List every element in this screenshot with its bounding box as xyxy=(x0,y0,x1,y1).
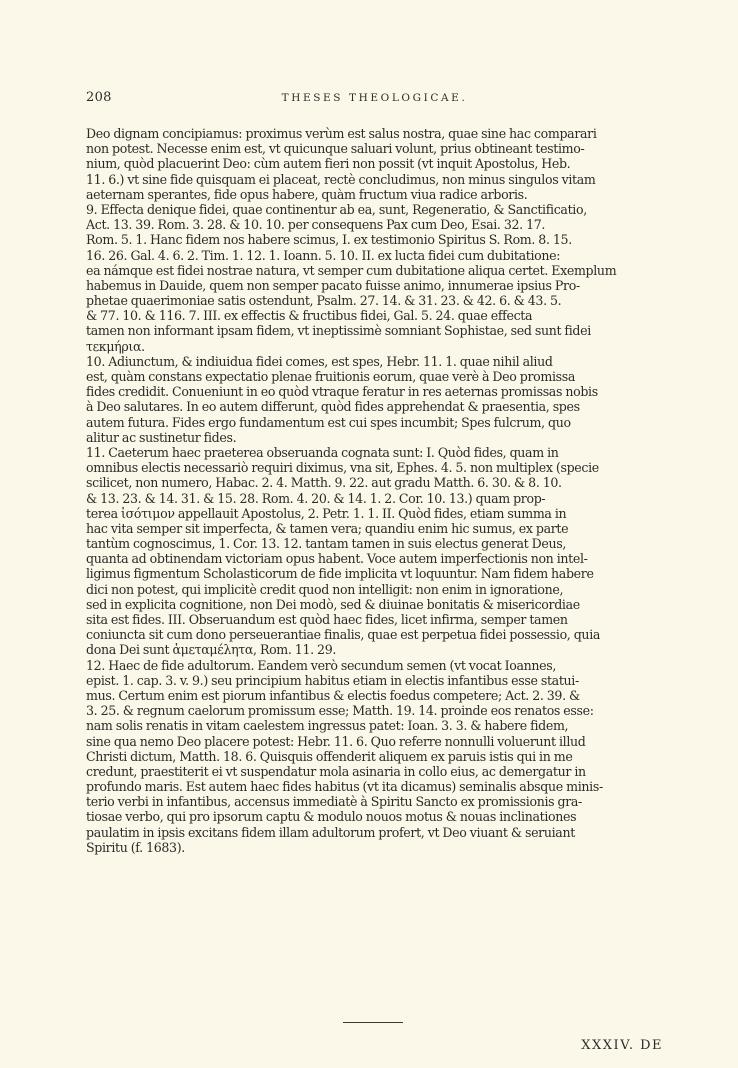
text-line: τεκμήρια. xyxy=(86,338,145,354)
text-line: phetae quaerimoniae satis ostendunt, Psalm. 27. 14. & 31. 23. & 42. 6. & 43. 5. xyxy=(86,293,562,309)
text-line: omnibus electis necessariò requiri diximus, vna sit, Ephes. 4. 5. non multiplex (specie xyxy=(86,460,599,476)
text-line: sita est fides. III. Obseruandum est quòd haec fides, licet infirma, semper tamen xyxy=(86,612,568,627)
text-line: aeternam sperantes, fide opus habere, quàm fructum viua radice arboris. xyxy=(86,186,528,202)
text-line: Rom. 5. 1. Hanc fidem nos habere scimus, I. ex testimonio Spiritus S. Rom. 8. 15. xyxy=(86,232,572,248)
text-line: coniuncta sit cum dono perseuerantiae finalis, quae est perpetua fidei possessio, quia xyxy=(86,627,601,643)
text-line: 11. 6.) vt sine fide quisquam ei placeat, rectè concludimus, non minus singulos vitam xyxy=(86,171,596,187)
text-line: scilicet, non numero, Habac. 2. 4. Matth. 9. 22. aut gradu Matth. 6. 30. & 8. 10. xyxy=(86,475,562,491)
text-line: 12. Haec de fide adultorum. Eandem verò secundum semen (vt vocat Ioannes, xyxy=(86,657,557,673)
text-line: mus. Certum enim est piorum infantibus & electis foedus competere; Act. 2. 39. & xyxy=(86,687,580,703)
text-line: ea námque est fidei nostrae natura, vt semper cum dubitatione aliqua certet. Exemplum xyxy=(86,262,617,278)
text-line: nam solis renatis in vitam caelestem ingressus patet: Ioan. 3. 3. & habere fidem, xyxy=(86,718,569,734)
text-line: epist. 1. cap. 3. v. 9.) seu principium habitus etiam in electis infantibus esse statui- xyxy=(86,672,579,688)
text-line: 10. Adiunctum, & indiuidua fidei comes, est spes, Hebr. 11. 1. quae nihil aliud xyxy=(86,353,553,369)
text-line: hac vita semper sit imperfecta, & tamen vera; quandiu enim hic sumus, ex parte xyxy=(86,520,569,536)
text-line: & 77. 10. & 116. 7. III. ex effectis & fructibus fidei, Gal. 5. 24. quae effecta xyxy=(86,308,533,324)
text-line: alitur ac sustinetur fides. xyxy=(86,429,237,445)
text-line: tiosae verbo, qui pro ipsorum captu & modulo nouos motus & nouas inclinationes xyxy=(86,809,577,825)
text-line: à Deo salutares. In eo autem differunt, quòd fides apprehendat & praesentia, spes xyxy=(86,399,580,415)
text-line: credunt, praestiterit ei vt suspendatur mola asinaria in collo eius, ac demergatur in xyxy=(86,763,586,779)
page-number: 208 xyxy=(86,90,112,105)
text-line: 16. 26. Gal. 4. 6. 2. Tim. 1. 12. 1. Ioann. 5. 10. II. ex lucta fidei cum dubitatione: xyxy=(86,247,561,263)
text-line: autem futura. Fides ergo fundamentum est cui spes incumbit; Spes fulcrum, quo xyxy=(86,414,571,430)
text-line: dona Dei sunt ἀμεταμέλητα, Rom. 11. 29. xyxy=(86,642,337,658)
text-line: profundo maris. Est autem haec fides habitus (vt ita dicamus) seminalis absque minis- xyxy=(86,779,603,795)
text-line: tantùm cognoscimus, 1. Cor. 13. 12. tantam tamen in suis electus generat Deus, xyxy=(86,536,567,552)
text-line: sed in explicita cognitione, non Dei modò, sed & diuinae bonitatis & misericordiae xyxy=(86,596,580,612)
text-line: terea ἰσότιμον appellauit Apostolus, 2. Petr. 1. 1. II. Quòd fides, etiam summa in xyxy=(86,505,567,521)
text-line: & 13. 23. & 14. 31. & 15. 28. Rom. 4. 20. & 14. 1. 2. Cor. 10. 13.) quam prop- xyxy=(86,490,546,506)
text-line: non potest. Necesse enim est, vt quicunque saluari volunt, prius obtineant testimo- xyxy=(86,141,585,157)
text-line: ligimus figmentum Scholasticorum de fide implicita vt loquuntur. Nam fidem habere xyxy=(86,566,594,582)
text-line: 11. Caeterum haec praeterea obseruanda cognata sunt: I. Quòd fides, quam in xyxy=(86,444,559,460)
body-text xyxy=(86,126,663,855)
text-line: tamen non informant ipsam fidem, vt ineptissimè somniant Sophistae, sed sunt fidei xyxy=(86,323,591,339)
text-line: Act. 13. 39. Rom. 3. 28. & 10. 10. per consequens Pax cum Deo, Esai. 32. 17. xyxy=(86,217,546,233)
text-line: Deo dignam concipiamus: proximus verùm est salus nostra, quae sine hac comparari xyxy=(86,126,597,141)
text-line: dici non potest, qui implicitè credit quod non intelligit: non enim in ignoratione, xyxy=(86,581,564,597)
text-line: Christi dictum, Matth. 18. 6. Quisquis offenderit aliquem ex paruis istis qui in me xyxy=(86,748,573,764)
catchword: XXXIV. DE xyxy=(581,1038,663,1053)
text-line: quanta ad obtinendam victoriam opus habent. Voce autem imperfectionis non intel- xyxy=(86,551,588,567)
text-line: fides credidit. Conueniunt in eo quòd vtraque feratur in res aeternas promissas nobis xyxy=(86,384,598,400)
text-line: 9. Effecta denique fidei, quae continentur ab ea, sunt, Regeneratio, & Sanctificatio, xyxy=(86,201,587,217)
text-line: 3. 25. & regnum caelorum promissum esse; Matth. 19. 14. proinde eos renatos esse: xyxy=(86,703,594,719)
text-line: terio verbi in infantibus, accensus immediatè à Spiritu Sancto ex promissionis gra- xyxy=(86,794,582,810)
text-line: est, quàm constans expectatio plenae fruitionis eorum, quae verè à Deo promissa xyxy=(86,369,576,384)
text-line: Spiritu (f. 1683). xyxy=(86,839,185,855)
text-line: paulatim in ipsis excitans fidem illam adultorum profert, vt Deo viuant & seruiant xyxy=(86,824,575,840)
text-line: nium, quòd placuerint Deo: cùm autem fieri non possit (vt inquit Apostolus, Heb. xyxy=(86,156,571,172)
page-header xyxy=(86,90,663,106)
text-line: sine qua nemo Deo placere potest: Hebr. 11. 6. Quo referre nonnulli voluerunt illud xyxy=(86,733,586,749)
running-head: THESES THEOLOGICAE. xyxy=(281,92,468,104)
text-line: habemus in Dauide, quem non semper pacato fuisse animo, innumerae ipsius Pro- xyxy=(86,277,580,293)
footer-rule xyxy=(343,1022,403,1023)
